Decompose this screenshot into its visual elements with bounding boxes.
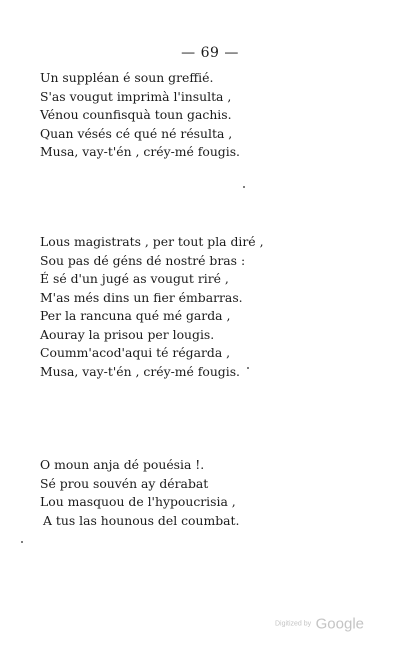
stanza-2 bbox=[40, 233, 264, 381]
verse-line: Aouray la prisou per lougis. bbox=[40, 326, 215, 342]
verse-line: Sou pas dé géns dé nostré bras : bbox=[40, 252, 246, 268]
verse-line: Coumm'acod'aqui té régarda , bbox=[40, 345, 231, 360]
verse-line: Vénou counfisquà toun gachis. bbox=[40, 107, 232, 122]
verse-line: Quan vésés cé qué né résulta , bbox=[40, 125, 233, 141]
stanza-1 bbox=[40, 69, 240, 162]
verse-line: Lou masquou de l'hypoucrisia , bbox=[40, 494, 236, 509]
verse-line: Sé prou souvén ay dérabat bbox=[40, 475, 209, 491]
verse-line: Lous magistrats , per tout pla diré , bbox=[40, 234, 264, 249]
watermark-digitized-text: Digitized by bbox=[274, 620, 312, 628]
page-number: — 69 — bbox=[181, 45, 239, 61]
verse-line: O moun anja dé pouésia !. bbox=[40, 457, 205, 472]
google-watermark bbox=[275, 615, 364, 633]
verse-line: Musa, vay-t'én , créy-mé fougis. bbox=[40, 363, 240, 379]
scan-speck bbox=[21, 541, 23, 543]
verse-line: Musa, vay-t'én , créy-mé fougis. bbox=[40, 144, 240, 159]
verse-line: M'as més dins un fier émbarras. bbox=[40, 289, 243, 305]
scan-speck bbox=[247, 367, 249, 369]
scan-speck bbox=[243, 186, 245, 188]
verse-line: Per la rancuna qué mé garda , bbox=[40, 308, 231, 323]
verse-line: S'as vougut imprimà l'insulta , bbox=[40, 88, 232, 104]
verse-line: É sé d'un jugé as vougut riré , bbox=[40, 271, 229, 286]
verse-line: Un suppléan é soun greffié. bbox=[40, 70, 214, 85]
google-logo: Google bbox=[315, 615, 364, 633]
verse-line: A tus las hounous del coumbat. bbox=[43, 512, 240, 528]
stanza-3 bbox=[40, 456, 239, 530]
